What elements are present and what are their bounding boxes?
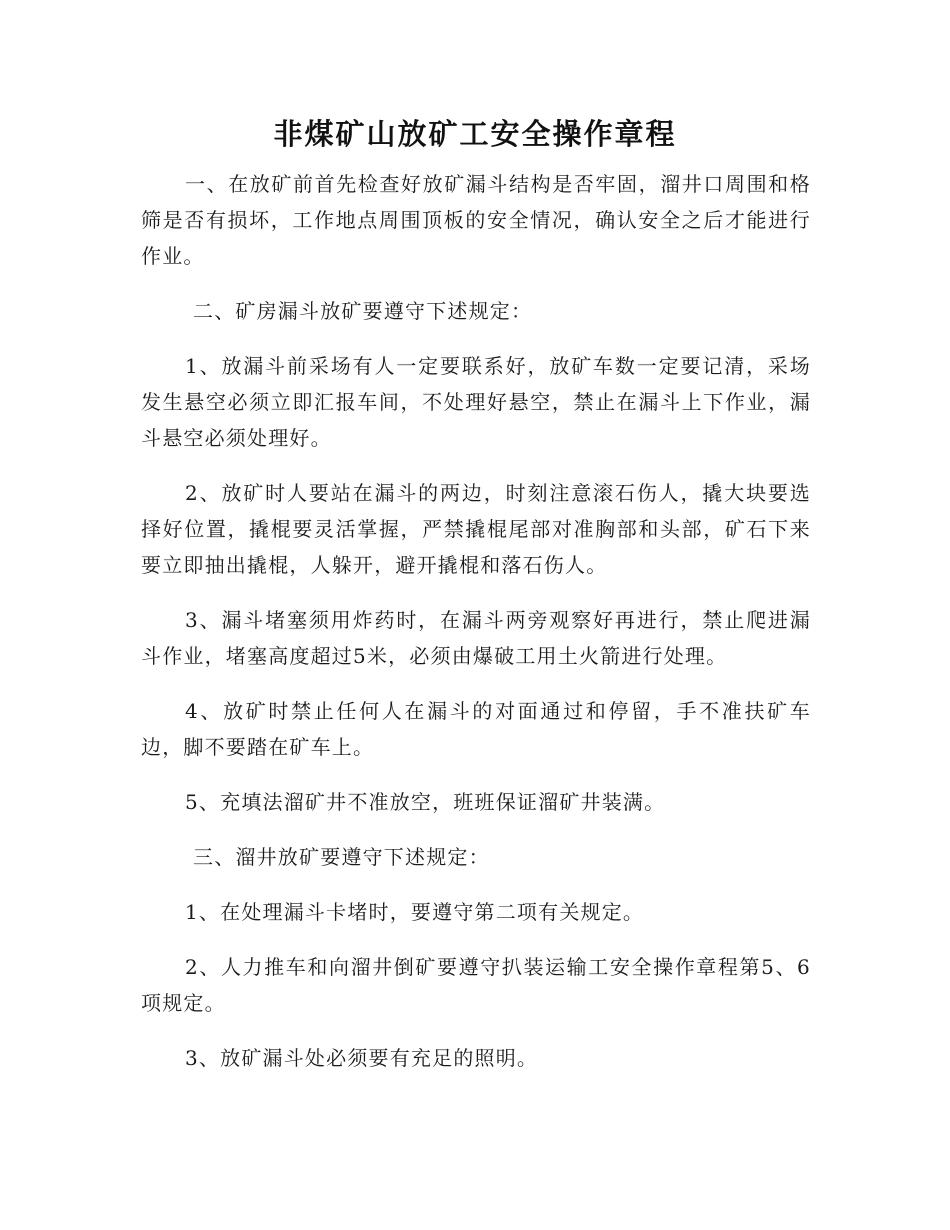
document-title: 非煤矿山放矿工安全操作章程 — [273, 117, 677, 151]
paragraph-rule-2-3: 3、漏斗堵塞须用炸药时，在漏斗两旁观察好再进行，禁止爬进漏斗作业，堵塞高度超过5米，必须由爆破工用土火箭进行处理。 — [141, 608, 811, 668]
paragraph-rule-3-3: 3、放矿漏斗处必须要有充足的照明。 — [185, 1046, 539, 1070]
section-heading-chamber-funnel: 二、矿房漏斗放矿要遵守下述规定： — [193, 299, 533, 323]
section-heading-ore-pass: 三、溜井放矿要遵守下述规定： — [193, 845, 490, 869]
paragraph-safety-check: 一、在放矿前首先检查好放矿漏斗结构是否牢固，溜井口周围和格筛是否有损坏，工作地点周围顶板的安全情况，确认安全之后才能进行作业。 — [141, 172, 811, 268]
paragraph-rule-2-5: 5、充填法溜矿井不准放空，班班保证溜矿井装满。 — [185, 790, 666, 814]
paragraph-rule-3-2: 2、人力推车和向溜井倒矿要遵守扒装运输工安全操作章程第5、6项规定。 — [141, 955, 811, 1015]
paragraph-rule-2-4: 4、放矿时禁止任何人在漏斗的对面通过和停留，手不准扶矿车边，脚不要踏在矿车上。 — [141, 699, 811, 759]
document-body — [141, 166, 811, 1076]
paragraph-rule-2-2: 2、放矿时人要站在漏斗的两边，时刻注意滚石伤人，撬大块要选择好位置，撬棍要灵活掌握，严禁撬棍尾部对准胸部和头部，矿石下来要立即抽出撬棍，人躲开，避开撬棍和落石伤人。 — [141, 481, 811, 577]
paragraph-rule-3-1: 1、在处理漏斗卡堵时，要遵守第二项有关规定。 — [185, 900, 645, 924]
paragraph-rule-2-1: 1、放漏斗前采场有人一定要联系好，放矿车数一定要记清，采场发生悬空必须立即汇报车间，不处理好悬空，禁止在漏斗上下作业，漏斗悬空必须处理好。 — [141, 354, 811, 450]
